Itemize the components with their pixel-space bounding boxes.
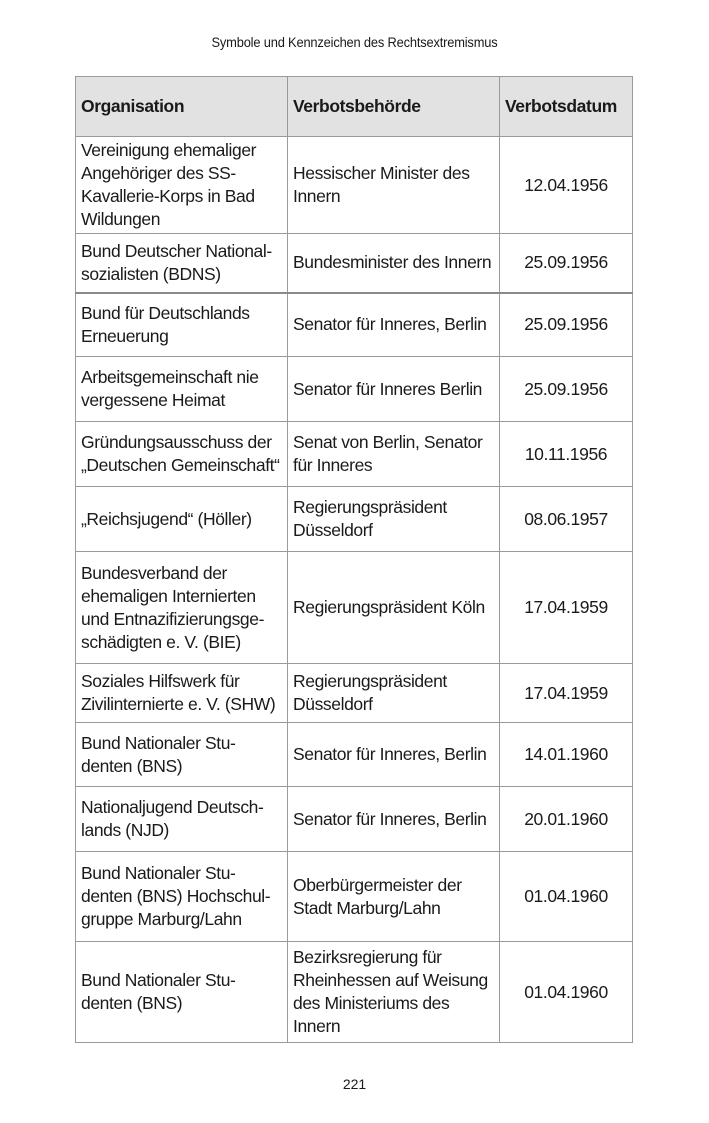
authority-cell: Hessischer Minister des Innern [288,137,500,234]
organisation-cell: Arbeitsgemeinschaft nie vergessene Heimat [76,357,288,422]
date-cell: 14.01.1960 [500,723,633,787]
date-cell: 25.09.1956 [500,293,633,357]
column-header-authority: Verbotsbehörde [288,77,500,137]
organisation-cell: Nationaljugend Deutsch-lands (NJD) [76,787,288,852]
date-cell: 01.04.1960 [500,942,633,1043]
authority-cell: Senator für Inneres, Berlin [288,293,500,357]
date-cell: 12.04.1956 [500,137,633,234]
organisation-cell: Vereinigung ehemaliger Angehöriger des SS-Kavallerie-Korps in Bad Wildungen [76,137,288,234]
organisation-cell: Bundesverband der ehemaligen Internierten und Entnazifizierungsge-schädigten e. V. (BIE) [76,552,288,664]
date-cell: 10.11.1956 [500,422,633,487]
table-row [76,664,633,723]
organisation-cell: Gründungsausschuss der „Deutschen Gemeinschaft“ [76,422,288,487]
authority-cell: Regierungspräsident Düsseldorf [288,487,500,552]
table-row [76,357,633,422]
authority-cell: Oberbürgermeister der Stadt Marburg/Lahn [288,852,500,942]
organisation-cell: Bund Nationaler Stu-denten (BNS) Hochschul-gruppe Marburg/Lahn [76,852,288,942]
organisation-cell: „Reichsjugend“ (Höller) [76,487,288,552]
organisation-cell: Bund Nationaler Stu-denten (BNS) [76,723,288,787]
table-row [76,942,633,1043]
date-cell: 25.09.1956 [500,357,633,422]
organisation-cell: Bund Nationaler Stu-denten (BNS) [76,942,288,1043]
column-header-date: Verbotsdatum [500,77,633,137]
date-cell: 20.01.1960 [500,787,633,852]
organisation-cell: Soziales Hilfswerk für Zivilinternierte e. V. (SHW) [76,664,288,723]
ban-table [75,76,633,1043]
table-header-row [76,77,633,137]
authority-cell: Bezirksregierung für Rheinhessen auf Weisung des Ministeriums des Innern [288,942,500,1043]
table-row [76,487,633,552]
page-number: 221 [342,1076,367,1092]
authority-cell: Senat von Berlin, Senator für Inneres [288,422,500,487]
running-header: Symbole und Kennzeichen des Rechtsextremismus [211,34,498,50]
authority-cell: Senator für Inneres Berlin [288,357,500,422]
date-cell: 08.06.1957 [500,487,633,552]
organisation-cell: Bund für Deutschlands Erneuerung [76,293,288,357]
authority-cell: Regierungspräsident Düsseldorf [288,664,500,723]
authority-cell: Senator für Inneres, Berlin [288,723,500,787]
table-row [76,234,633,293]
table-row [76,852,633,942]
column-header-organisation: Organisation [76,77,288,137]
table-row [76,422,633,487]
table-row [76,723,633,787]
authority-cell: Senator für Inneres, Berlin [288,787,500,852]
table-row [76,137,633,234]
date-cell: 17.04.1959 [500,664,633,723]
table-row [76,293,633,357]
table-row [76,787,633,852]
organisation-cell: Bund Deutscher National-sozialisten (BDNS) [76,234,288,293]
date-cell: 17.04.1959 [500,552,633,664]
table-row [76,552,633,664]
authority-cell: Regierungspräsident Köln [288,552,500,664]
date-cell: 01.04.1960 [500,852,633,942]
authority-cell: Bundesminister des Innern [288,234,500,293]
date-cell: 25.09.1956 [500,234,633,293]
